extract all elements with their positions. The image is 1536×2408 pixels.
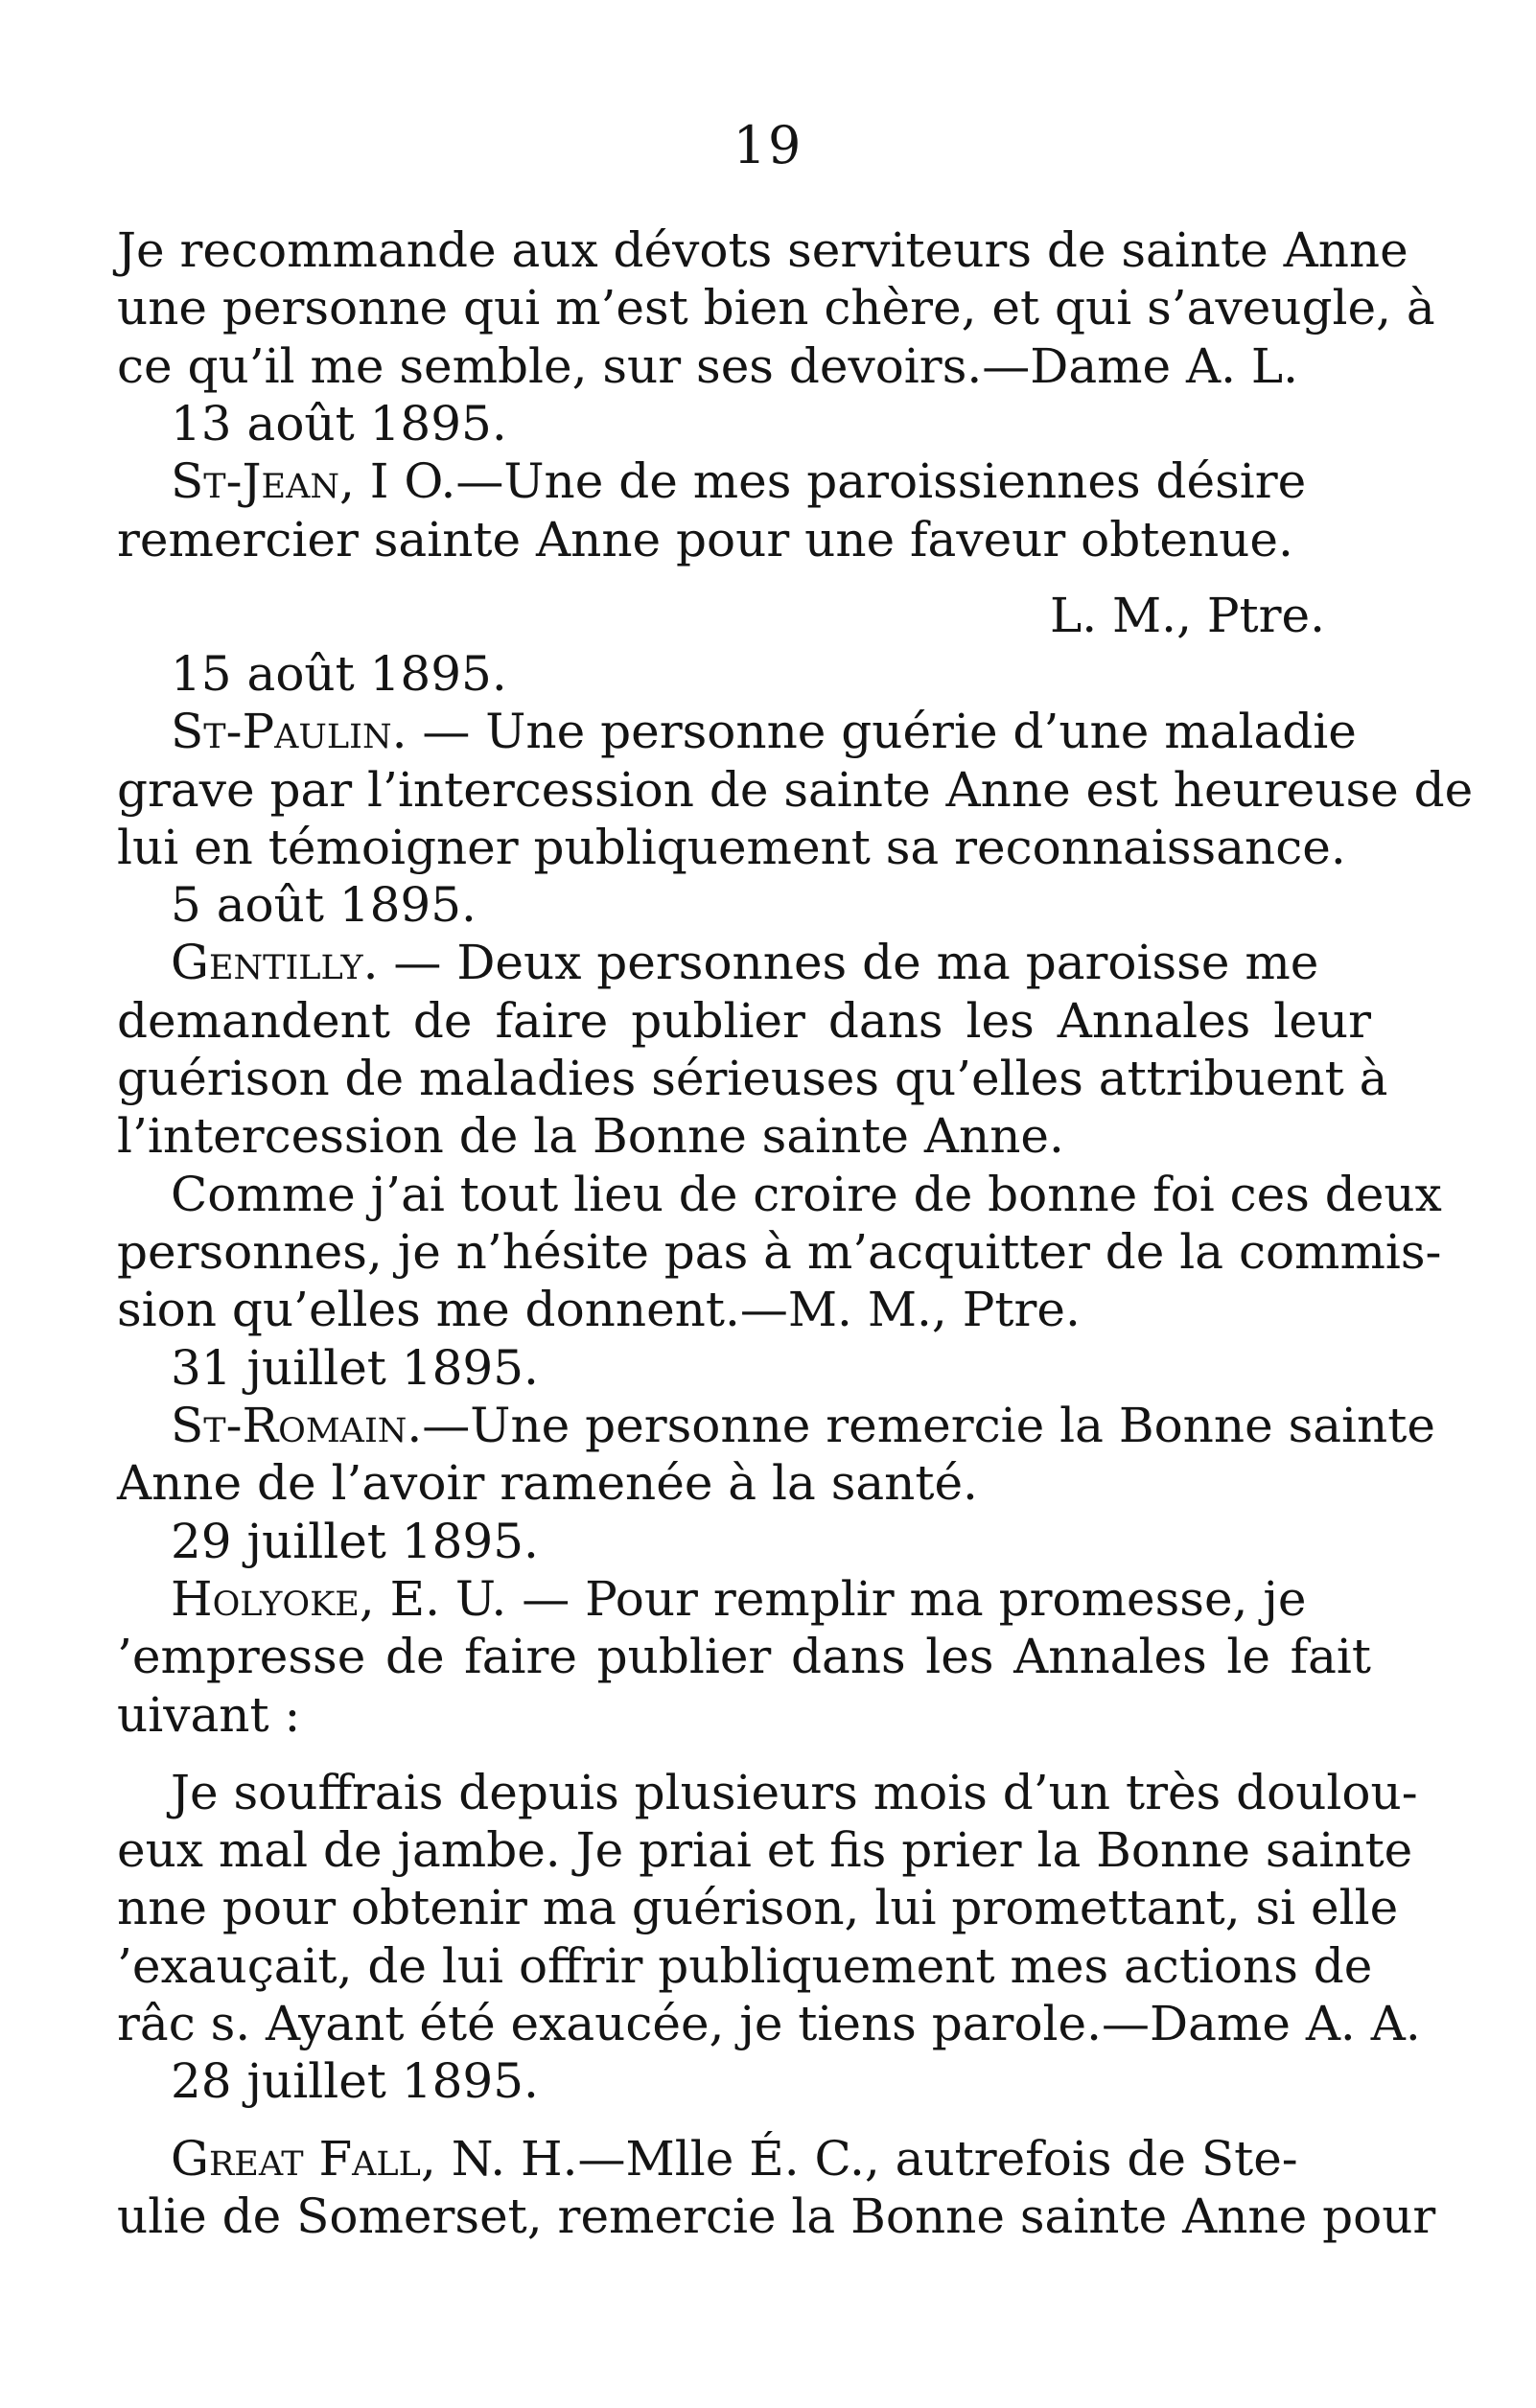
text-line: remercier sainte Anne pour une faveur obtenue. bbox=[117, 512, 1293, 567]
text-line: une personne qui m’est bien chère, et qui s’aveugle, à bbox=[117, 280, 1435, 336]
text-line: sion qu’elles me donnent.—M. M., Ptre. bbox=[117, 1282, 1081, 1337]
text-line: eux mal de jambe. Je priai et fis prier la Bonne sainte bbox=[117, 1822, 1413, 1878]
entry-text: . — Deux personnes de ma paroisse me bbox=[362, 935, 1319, 990]
text-line: nne pour obtenir ma guérison, lui promettant, si elle bbox=[117, 1880, 1399, 1935]
text-line: demandent de faire publier dans les Annales leur bbox=[117, 993, 1371, 1049]
text-line: l’intercession de la Bonne sainte Anne. bbox=[117, 1108, 1064, 1164]
place-name: Gentilly bbox=[171, 935, 363, 990]
text-line: 28 juillet 1895. bbox=[171, 2053, 539, 2109]
text-line: 13 août 1895. bbox=[171, 396, 507, 452]
text-line: râc s. Ayant été exaucée, je tiens parole.—Dame A. A. bbox=[117, 1996, 1421, 2051]
text-line: grave par l’intercession de sainte Anne est heureuse de bbox=[117, 762, 1474, 818]
text-line: uivant : bbox=[117, 1687, 301, 1743]
place-name: Great Fall bbox=[171, 2131, 421, 2187]
place-name: St-Romain bbox=[171, 1398, 407, 1453]
entry-text: , I O.—Une de mes paroissiennes désire bbox=[339, 453, 1307, 509]
text-line: Je recommande aux dévots serviteurs de sainte Anne bbox=[117, 222, 1408, 278]
place-name: Holyoke bbox=[171, 1571, 360, 1627]
entry-line bbox=[171, 934, 1318, 991]
entry-line bbox=[171, 1397, 1435, 1454]
place-name: St-Paulin bbox=[171, 704, 392, 759]
text-line: guérison de maladies sérieuses qu’elles attribuent à bbox=[117, 1051, 1388, 1106]
text-line: lui en témoigner publiquement sa reconnaissance. bbox=[117, 820, 1346, 875]
entry-line bbox=[171, 1570, 1306, 1628]
entry-text: .—Une personne remercie la Bonne sainte bbox=[407, 1398, 1435, 1453]
entry-line bbox=[171, 703, 1357, 760]
entry-line bbox=[171, 2130, 1298, 2188]
entry-text: . — Une personne guérie d’une maladie bbox=[391, 704, 1357, 759]
text-line: ’empresse de faire publier dans les Annales le fait bbox=[117, 1629, 1371, 1684]
text-line: 31 juillet 1895. bbox=[171, 1340, 539, 1396]
text-line: 5 août 1895. bbox=[171, 877, 477, 933]
place-name: St-Jean bbox=[171, 453, 339, 509]
text-line: ’exauçait, de lui offrir publiquement mes actions de bbox=[117, 1938, 1373, 1994]
text-line: 29 juillet 1895. bbox=[171, 1514, 539, 1569]
text-line: personnes, je n’hésite pas à m’acquitter de la commis- bbox=[117, 1224, 1442, 1280]
text-line: ce qu’il me semble, sur ses devoirs.—Dame A. L. bbox=[117, 338, 1299, 394]
page-number: 19 bbox=[733, 115, 803, 175]
entry-line bbox=[171, 452, 1306, 510]
text-line: Anne de l’avoir ramenée à la santé. bbox=[117, 1455, 978, 1511]
text-line: 15 août 1895. bbox=[171, 646, 507, 702]
text-line: Je souffrais depuis plusieurs mois d’un très doulou- bbox=[171, 1765, 1418, 1820]
signature-line: L. M., Ptre. bbox=[1050, 588, 1325, 643]
entry-text: , E. U. — Pour remplir ma promesse, je bbox=[359, 1571, 1307, 1627]
text-line: Comme j’ai tout lieu de croire de bonne foi ces deux bbox=[171, 1167, 1442, 1222]
entry-text: , N. H.—Mlle É. C., autrefois de Ste- bbox=[420, 2131, 1298, 2187]
text-line: ulie de Somerset, remercie la Bonne sainte Anne pour bbox=[117, 2188, 1436, 2244]
